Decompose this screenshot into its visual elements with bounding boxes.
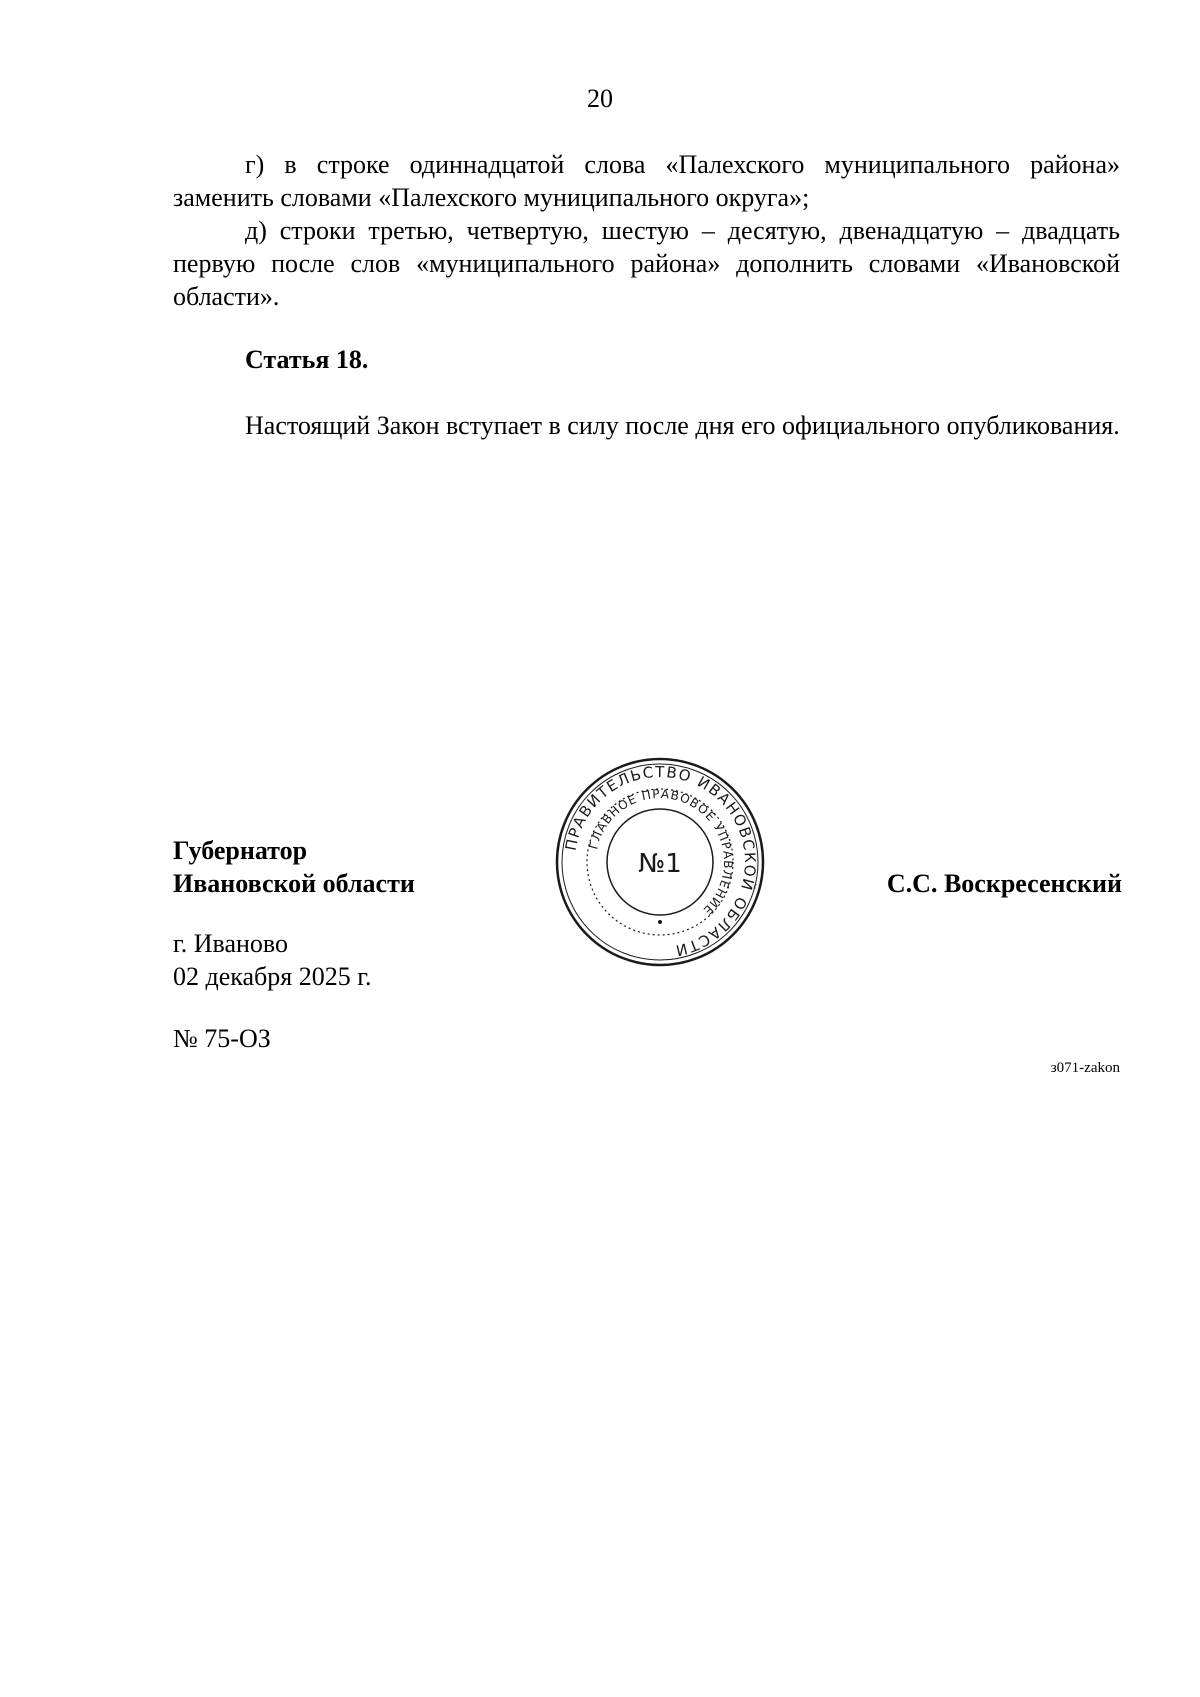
- seal-center-number: №1: [638, 849, 682, 879]
- document-code: з071-zakon: [1050, 1060, 1120, 1076]
- seal-inner-text: ГЛАВНОЕ ПРАВОВОЕ УПРАВЛЕНИЕ: [586, 786, 736, 919]
- city: г. Иваново: [173, 929, 288, 958]
- article-heading: Статья 18.: [245, 345, 369, 374]
- amendment-paragraph-d: д) строки третью, четвертую, шестую – десятую, двенадцатую – двадцать первую после слов «муниципального района» дополнить словами «Ивановской области».: [173, 216, 1120, 311]
- signing-date: 02 декабря 2025 г.: [173, 962, 372, 991]
- page-number: 20: [587, 84, 613, 113]
- article-text: Настоящий Закон вступает в силу после дня его официального опубликования.: [245, 411, 1120, 440]
- amendment-paragraph-g: г) в строке одиннадцатой слова «Палехского муниципального района» заменить словами «Палехского муниципального округа»;: [173, 150, 1120, 212]
- signer-title-line2: Ивановской области: [173, 869, 415, 898]
- seal-outer-text: ПРАВИТЕЛЬСТВО ИВАНОВСКОЙ ОБЛАСТИ: [561, 762, 760, 960]
- official-seal: [550, 752, 770, 972]
- signer-name: С.С. Воскресенский: [886, 869, 1122, 898]
- seal-dot: [658, 920, 662, 924]
- law-number: № 75-ОЗ: [173, 1024, 271, 1053]
- signer-title-line1: Губернатор: [173, 836, 308, 865]
